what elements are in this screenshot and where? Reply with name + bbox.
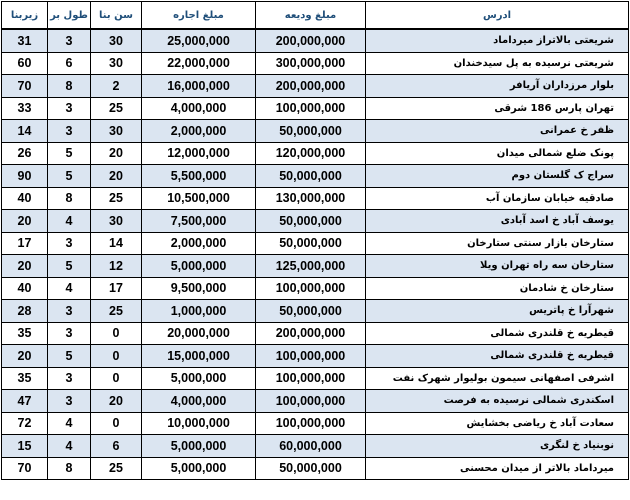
cell-frontage: 3	[48, 120, 91, 143]
cell-address: نوبنیاد خ لنگری	[366, 435, 629, 458]
cell-rent: 2,000,000	[142, 232, 256, 255]
cell-area: 33	[2, 97, 48, 120]
cell-area: 60	[2, 52, 48, 75]
cell-deposit: 50,000,000	[256, 120, 366, 143]
table-row	[2, 435, 629, 458]
cell-rent: 25,000,000	[142, 29, 256, 52]
cell-frontage: 4	[48, 412, 91, 435]
cell-area: 40	[2, 277, 48, 300]
table-row	[2, 300, 629, 323]
cell-area: 14	[2, 120, 48, 143]
cell-age: 30	[91, 29, 142, 52]
cell-deposit: 60,000,000	[256, 435, 366, 458]
table-row	[2, 29, 629, 52]
cell-rent: 15,000,000	[142, 345, 256, 368]
cell-deposit: 130,000,000	[256, 187, 366, 210]
table-row	[2, 52, 629, 75]
property-listing-table	[1, 1, 629, 480]
cell-age: 30	[91, 120, 142, 143]
header-frontage: طول بر	[48, 2, 91, 30]
table-row	[2, 97, 629, 120]
cell-rent: 16,000,000	[142, 75, 256, 98]
table-row	[2, 255, 629, 278]
table-row	[2, 210, 629, 233]
cell-age: 6	[91, 435, 142, 458]
cell-frontage: 5	[48, 255, 91, 278]
table-row	[2, 120, 629, 143]
cell-frontage: 4	[48, 210, 91, 233]
cell-area: 72	[2, 412, 48, 435]
cell-deposit: 50,000,000	[256, 232, 366, 255]
cell-deposit: 125,000,000	[256, 255, 366, 278]
header-row	[2, 2, 629, 30]
cell-deposit: 100,000,000	[256, 277, 366, 300]
cell-deposit: 200,000,000	[256, 75, 366, 98]
cell-address: قیطریه خ قلندری شمالی	[366, 345, 629, 368]
cell-deposit: 50,000,000	[256, 210, 366, 233]
cell-age: 2	[91, 75, 142, 98]
cell-address: شهرآرا خ پاتریس	[366, 300, 629, 323]
cell-age: 25	[91, 457, 142, 480]
cell-deposit: 100,000,000	[256, 97, 366, 120]
cell-rent: 10,000,000	[142, 412, 256, 435]
table-header	[2, 2, 629, 30]
cell-area: 35	[2, 367, 48, 390]
cell-age: 25	[91, 187, 142, 210]
cell-area: 15	[2, 435, 48, 458]
cell-address: یوسف آباد خ اسد آبادی	[366, 210, 629, 233]
cell-area: 20	[2, 210, 48, 233]
cell-age: 25	[91, 97, 142, 120]
table-row	[2, 322, 629, 345]
cell-area: 20	[2, 345, 48, 368]
cell-age: 30	[91, 210, 142, 233]
cell-address: ستارخان خ شادمان	[366, 277, 629, 300]
table-row	[2, 232, 629, 255]
cell-address: ظفر خ عمرانی	[366, 120, 629, 143]
cell-frontage: 8	[48, 75, 91, 98]
table-row	[2, 187, 629, 210]
cell-frontage: 5	[48, 165, 91, 188]
cell-frontage: 8	[48, 187, 91, 210]
cell-address: شریعتی بالاتراز میرداماد	[366, 29, 629, 52]
cell-area: 70	[2, 457, 48, 480]
cell-address: ستارخان بازار سنتی ستارخان	[366, 232, 629, 255]
table-row	[2, 165, 629, 188]
cell-age: 0	[91, 367, 142, 390]
cell-age: 20	[91, 142, 142, 165]
cell-deposit: 300,000,000	[256, 52, 366, 75]
cell-age: 12	[91, 255, 142, 278]
cell-deposit: 200,000,000	[256, 322, 366, 345]
cell-frontage: 5	[48, 142, 91, 165]
cell-area: 90	[2, 165, 48, 188]
table-row	[2, 457, 629, 480]
cell-frontage: 6	[48, 52, 91, 75]
cell-frontage: 3	[48, 322, 91, 345]
cell-area: 28	[2, 300, 48, 323]
cell-area: 26	[2, 142, 48, 165]
cell-address: اشرفی اصفهانی سیمون بولیوار شهرک نفت	[366, 367, 629, 390]
cell-address: سراج ک گلستان دوم	[366, 165, 629, 188]
cell-rent: 7,500,000	[142, 210, 256, 233]
cell-deposit: 50,000,000	[256, 165, 366, 188]
cell-frontage: 3	[48, 97, 91, 120]
cell-address: میرداماد بالاتر از میدان محسنی	[366, 457, 629, 480]
cell-area: 17	[2, 232, 48, 255]
table-row	[2, 142, 629, 165]
cell-frontage: 5	[48, 345, 91, 368]
cell-rent: 5,000,000	[142, 457, 256, 480]
cell-age: 0	[91, 412, 142, 435]
cell-rent: 10,500,000	[142, 187, 256, 210]
cell-area: 47	[2, 390, 48, 413]
cell-age: 0	[91, 322, 142, 345]
table-row	[2, 345, 629, 368]
cell-deposit: 200,000,000	[256, 29, 366, 52]
cell-address: سعادت آباد خ ریاضی بخشایش	[366, 412, 629, 435]
cell-area: 35	[2, 322, 48, 345]
cell-address: بلوار مرزداران آریافر	[366, 75, 629, 98]
cell-frontage: 4	[48, 435, 91, 458]
cell-area: 20	[2, 255, 48, 278]
cell-rent: 5,000,000	[142, 255, 256, 278]
cell-age: 20	[91, 165, 142, 188]
cell-frontage: 3	[48, 232, 91, 255]
header-area: زیربنا	[2, 2, 48, 30]
cell-rent: 4,000,000	[142, 97, 256, 120]
cell-age: 17	[91, 277, 142, 300]
cell-deposit: 50,000,000	[256, 457, 366, 480]
header-rent: مبلغ اجاره	[142, 2, 256, 30]
cell-frontage: 3	[48, 367, 91, 390]
table-row	[2, 277, 629, 300]
cell-deposit: 50,000,000	[256, 300, 366, 323]
table-row	[2, 367, 629, 390]
cell-address: اسکندری شمالی نرسیده به فرصت	[366, 390, 629, 413]
cell-frontage: 3	[48, 29, 91, 52]
cell-age: 20	[91, 390, 142, 413]
cell-age: 30	[91, 52, 142, 75]
cell-deposit: 100,000,000	[256, 367, 366, 390]
cell-rent: 5,000,000	[142, 435, 256, 458]
table-row	[2, 390, 629, 413]
cell-address: پونک ضلع شمالی میدان	[366, 142, 629, 165]
cell-address: شریعتی نرسیده به پل سیدخندان	[366, 52, 629, 75]
cell-rent: 5,500,000	[142, 165, 256, 188]
cell-area: 70	[2, 75, 48, 98]
cell-address: قیطریه خ قلندری شمالی	[366, 322, 629, 345]
cell-rent: 12,000,000	[142, 142, 256, 165]
cell-age: 14	[91, 232, 142, 255]
cell-area: 40	[2, 187, 48, 210]
header-deposit: مبلغ ودیعه	[256, 2, 366, 30]
table-row	[2, 75, 629, 98]
cell-address: صادقیه خیابان سازمان آب	[366, 187, 629, 210]
table-row	[2, 412, 629, 435]
cell-deposit: 100,000,000	[256, 412, 366, 435]
table-body	[2, 29, 629, 480]
cell-rent: 20,000,000	[142, 322, 256, 345]
cell-area: 31	[2, 29, 48, 52]
header-age: سن بنا	[91, 2, 142, 30]
header-address: ادرس	[366, 2, 629, 30]
cell-deposit: 100,000,000	[256, 390, 366, 413]
cell-deposit: 100,000,000	[256, 345, 366, 368]
cell-address: تهران پارس 186 شرقی	[366, 97, 629, 120]
cell-age: 25	[91, 300, 142, 323]
cell-frontage: 4	[48, 277, 91, 300]
cell-age: 0	[91, 345, 142, 368]
cell-rent: 5,000,000	[142, 367, 256, 390]
cell-rent: 4,000,000	[142, 390, 256, 413]
cell-rent: 22,000,000	[142, 52, 256, 75]
cell-frontage: 3	[48, 300, 91, 323]
cell-deposit: 120,000,000	[256, 142, 366, 165]
cell-frontage: 3	[48, 390, 91, 413]
cell-address: ستارخان سه راه تهران ویلا	[366, 255, 629, 278]
cell-frontage: 8	[48, 457, 91, 480]
cell-rent: 2,000,000	[142, 120, 256, 143]
cell-rent: 1,000,000	[142, 300, 256, 323]
cell-rent: 9,500,000	[142, 277, 256, 300]
